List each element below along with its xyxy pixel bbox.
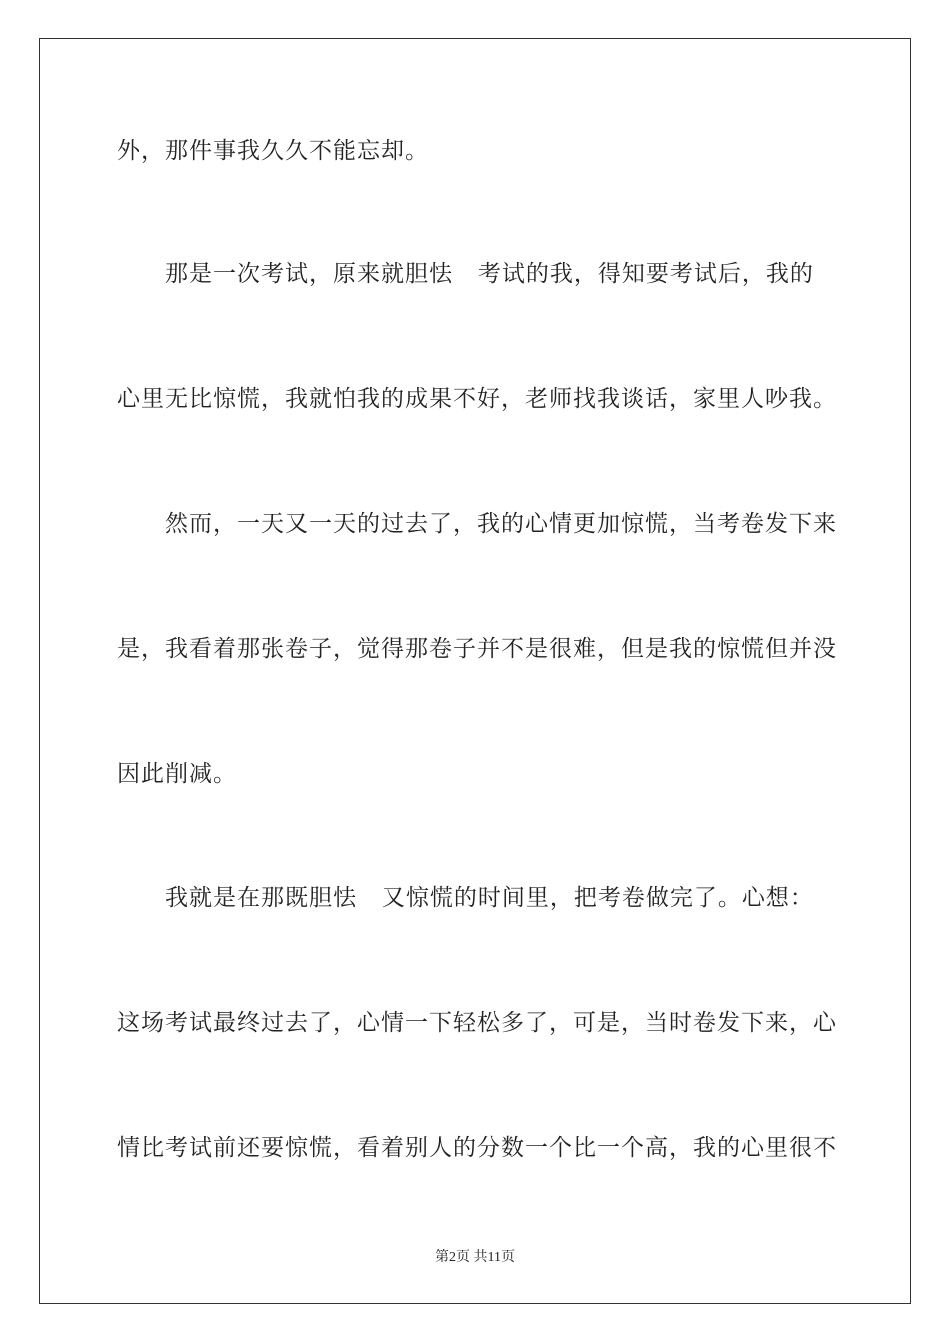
paragraph-start-line: 那是一次考试，原来就胆怯 考试的我，得知要考试后，我的 (165, 261, 814, 287)
paragraph-start-line: 我就是在那既胆怯 又惊慌的时间里，把考卷做完了。心想： (165, 885, 814, 911)
text-line: 心里无比惊慌，我就怕我的成果不好，老师找我谈话，家里人吵我。 (117, 386, 837, 412)
text-line: 这场考试最终过去了，心情一下轻松多了，可是，当时卷发下来，心 (117, 1010, 837, 1036)
page-border (39, 38, 911, 1304)
text-line: 外，那件事我久久不能忘却。 (117, 138, 429, 164)
page-number-footer: 第2页 共11页 (435, 1250, 515, 1265)
paragraph-start-line: 然而，一天又一天的过去了，我的心情更加惊慌，当考卷发下来 (165, 511, 837, 537)
text-line: 情比考试前还要惊慌，看着别人的分数一个比一个高，我的心里很不 (117, 1135, 837, 1161)
text-line: 因此削减。 (117, 761, 237, 787)
text-line: 是，我看着那张卷子，觉得那卷子并不是很难，但是我的惊慌但并没 (117, 636, 837, 662)
